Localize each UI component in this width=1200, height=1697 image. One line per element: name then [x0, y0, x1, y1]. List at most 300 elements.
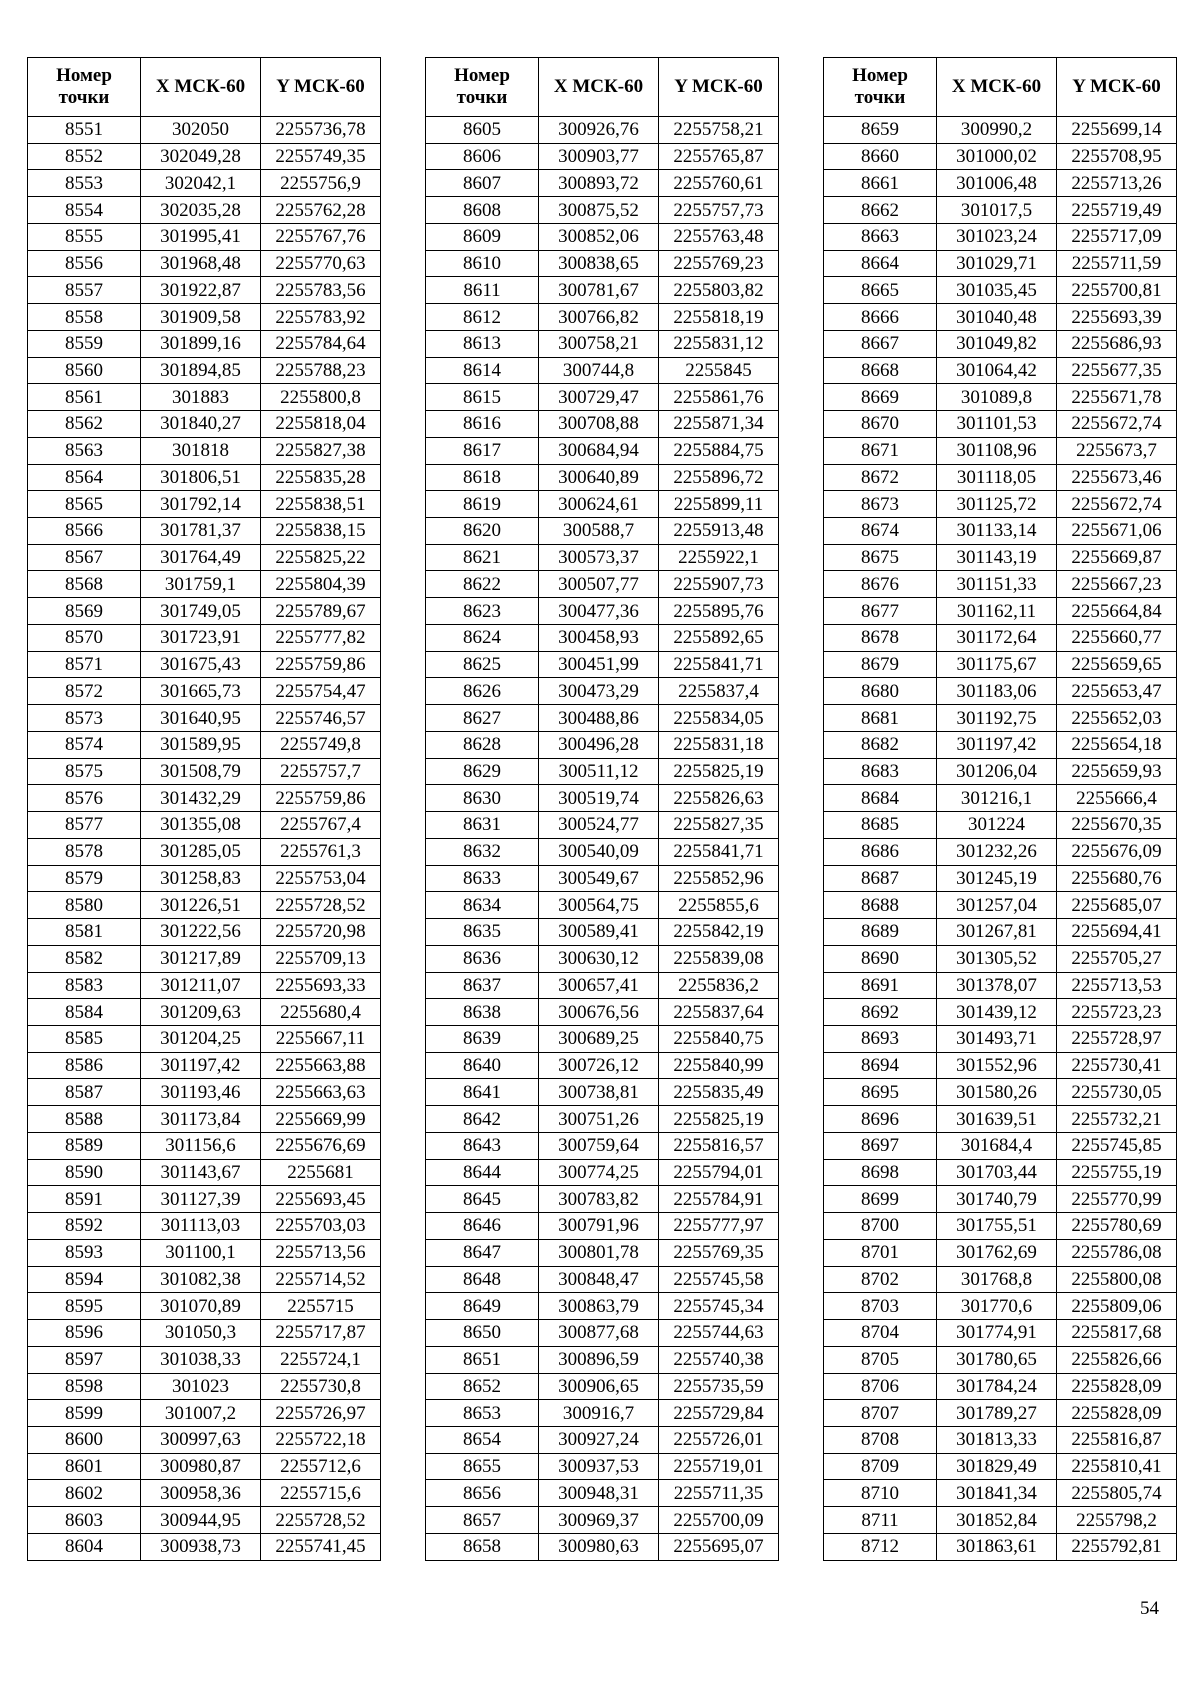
- table-row: [426, 1159, 779, 1186]
- point-number-cell: 8603: [28, 1507, 141, 1534]
- x-cell: 301173,84: [141, 1106, 261, 1133]
- point-number-cell: 8693: [824, 1025, 937, 1052]
- table-row: [824, 705, 1177, 732]
- x-cell: 301852,84: [937, 1507, 1057, 1534]
- table-row: [426, 1239, 779, 1266]
- table-row: [28, 544, 381, 571]
- y-cell: 2255762,28: [261, 197, 381, 224]
- point-number-cell: 8698: [824, 1159, 937, 1186]
- x-cell: 300893,72: [539, 170, 659, 197]
- x-cell: 301780,65: [937, 1346, 1057, 1373]
- x-cell: 301723,91: [141, 624, 261, 651]
- point-number-cell: 8562: [28, 411, 141, 438]
- x-cell: 300896,59: [539, 1346, 659, 1373]
- table-row: [28, 571, 381, 598]
- point-number-cell: 8712: [824, 1533, 937, 1560]
- y-cell: 2255826,66: [1057, 1346, 1177, 1373]
- y-cell: 2255713,53: [1057, 972, 1177, 999]
- point-number-cell: 8707: [824, 1400, 937, 1427]
- table-row: [824, 1106, 1177, 1133]
- x-cell: 301740,79: [937, 1186, 1057, 1213]
- y-cell: 2255711,35: [659, 1480, 779, 1507]
- table-row: [28, 223, 381, 250]
- y-cell: 2255713,56: [261, 1239, 381, 1266]
- table-row: [824, 731, 1177, 758]
- table-row: [426, 1480, 779, 1507]
- y-cell: 2255652,03: [1057, 705, 1177, 732]
- y-cell: 2255711,59: [1057, 250, 1177, 277]
- x-cell: 301675,43: [141, 651, 261, 678]
- x-cell: 300708,88: [539, 411, 659, 438]
- point-number-cell: 8600: [28, 1426, 141, 1453]
- table-row: [824, 1507, 1177, 1534]
- table-row: [426, 865, 779, 892]
- point-number-cell: 8701: [824, 1239, 937, 1266]
- point-number-cell: 8687: [824, 865, 937, 892]
- table-row: [824, 598, 1177, 625]
- table-row: [28, 972, 381, 999]
- table-row: [28, 999, 381, 1026]
- y-cell: 2255741,45: [261, 1533, 381, 1560]
- table-row: [28, 304, 381, 331]
- table-row: [28, 1373, 381, 1400]
- x-cell: 301493,71: [937, 1025, 1057, 1052]
- x-cell: 301222,56: [141, 919, 261, 946]
- x-cell: 301784,24: [937, 1373, 1057, 1400]
- x-cell: 300791,96: [539, 1213, 659, 1240]
- y-cell: 2255728,97: [1057, 1025, 1177, 1052]
- x-cell: 301995,41: [141, 223, 261, 250]
- table-row: [28, 865, 381, 892]
- point-number-cell: 8697: [824, 1132, 937, 1159]
- table-row: [28, 357, 381, 384]
- point-number-cell: 8569: [28, 598, 141, 625]
- table-row: [824, 544, 1177, 571]
- point-number-cell: 8677: [824, 598, 937, 625]
- point-number-cell: 8702: [824, 1266, 937, 1293]
- y-cell: 2255749,35: [261, 143, 381, 170]
- table-row: [824, 518, 1177, 545]
- point-number-cell: 8628: [426, 731, 539, 758]
- x-cell: 300549,67: [539, 865, 659, 892]
- table-row: [824, 1480, 1177, 1507]
- point-number-cell: 8612: [426, 304, 539, 331]
- x-cell: 301439,12: [937, 999, 1057, 1026]
- point-number-cell: 8653: [426, 1400, 539, 1427]
- y-cell: 2255839,08: [659, 945, 779, 972]
- point-number-cell: 8561: [28, 384, 141, 411]
- table-row: [426, 1507, 779, 1534]
- x-cell: 301759,1: [141, 571, 261, 598]
- x-cell: 301432,29: [141, 785, 261, 812]
- point-number-cell: 8577: [28, 812, 141, 839]
- table-row: [824, 1079, 1177, 1106]
- y-cell: 2255818,04: [261, 411, 381, 438]
- x-cell: 301257,04: [937, 892, 1057, 919]
- x-cell: 302050: [141, 117, 261, 144]
- point-number-cell: 8623: [426, 598, 539, 625]
- point-number-cell: 8582: [28, 945, 141, 972]
- x-cell: 301639,51: [937, 1106, 1057, 1133]
- table-row: [28, 277, 381, 304]
- point-number-cell: 8695: [824, 1079, 937, 1106]
- coordinates-table-1: [27, 57, 381, 1561]
- point-number-cell: 8575: [28, 758, 141, 785]
- point-number-cell: 8691: [824, 972, 937, 999]
- y-cell: 2255664,84: [1057, 598, 1177, 625]
- y-cell: 2255834,05: [659, 705, 779, 732]
- point-number-cell: 8625: [426, 651, 539, 678]
- table-row: [28, 919, 381, 946]
- point-number-cell: 8608: [426, 197, 539, 224]
- point-number-cell: 8658: [426, 1533, 539, 1560]
- x-cell: 300848,47: [539, 1266, 659, 1293]
- x-cell: 301113,03: [141, 1213, 261, 1240]
- table-row: [28, 1239, 381, 1266]
- y-cell: 2255672,74: [1057, 491, 1177, 518]
- table-row: [28, 464, 381, 491]
- y-cell: 2255845: [659, 357, 779, 384]
- point-number-cell: 8670: [824, 411, 937, 438]
- y-cell: 2255757,7: [261, 758, 381, 785]
- table-row: [824, 1346, 1177, 1373]
- x-cell: 300684,94: [539, 437, 659, 464]
- point-number-cell: 8699: [824, 1186, 937, 1213]
- y-cell: 2255669,87: [1057, 544, 1177, 571]
- point-number-cell: 8663: [824, 223, 937, 250]
- point-number-cell: 8645: [426, 1186, 539, 1213]
- y-cell: 2255672,74: [1057, 411, 1177, 438]
- point-number-cell: 8631: [426, 812, 539, 839]
- x-cell: 301883: [141, 384, 261, 411]
- table-row: [824, 1186, 1177, 1213]
- x-cell: 300801,78: [539, 1239, 659, 1266]
- x-cell: 300938,73: [141, 1533, 261, 1560]
- y-cell: 2255726,01: [659, 1426, 779, 1453]
- table-row: [426, 464, 779, 491]
- point-number-cell: 8580: [28, 892, 141, 919]
- x-cell: 301640,95: [141, 705, 261, 732]
- x-cell: 301684,4: [937, 1132, 1057, 1159]
- x-cell: 300758,21: [539, 330, 659, 357]
- x-cell: 301162,11: [937, 598, 1057, 625]
- x-cell: 300906,65: [539, 1373, 659, 1400]
- x-cell: 301781,37: [141, 518, 261, 545]
- x-cell: 300916,7: [539, 1400, 659, 1427]
- point-number-cell: 8613: [426, 330, 539, 357]
- point-number-cell: 8650: [426, 1320, 539, 1347]
- table-row: [426, 384, 779, 411]
- point-number-cell: 8651: [426, 1346, 539, 1373]
- y-cell: 2255736,78: [261, 117, 381, 144]
- table-row: [824, 892, 1177, 919]
- y-cell: 2255677,35: [1057, 357, 1177, 384]
- y-cell: 2255729,84: [659, 1400, 779, 1427]
- x-cell: 301703,44: [937, 1159, 1057, 1186]
- y-cell: 2255728,52: [261, 1507, 381, 1534]
- table-row: [28, 705, 381, 732]
- point-number-cell: 8626: [426, 678, 539, 705]
- x-cell: 300980,63: [539, 1533, 659, 1560]
- table-row: [824, 812, 1177, 839]
- table-row: [824, 972, 1177, 999]
- table-row: [28, 678, 381, 705]
- table-row: [426, 651, 779, 678]
- point-number-cell: 8675: [824, 544, 937, 571]
- point-number-cell: 8610: [426, 250, 539, 277]
- coordinates-table-3: [823, 57, 1177, 1561]
- y-cell: 2255680,76: [1057, 865, 1177, 892]
- point-number-cell: 8619: [426, 491, 539, 518]
- point-number-cell: 8557: [28, 277, 141, 304]
- point-number-cell: 8652: [426, 1373, 539, 1400]
- x-cell: 301050,3: [141, 1320, 261, 1347]
- x-cell: 301841,34: [937, 1480, 1057, 1507]
- y-cell: 2255828,09: [1057, 1373, 1177, 1400]
- table-row: [426, 678, 779, 705]
- y-cell: 2255670,35: [1057, 812, 1177, 839]
- x-cell: 301749,05: [141, 598, 261, 625]
- table-row: [28, 1346, 381, 1373]
- y-cell: 2255663,63: [261, 1079, 381, 1106]
- y-cell: 2255786,08: [1057, 1239, 1177, 1266]
- header-y: Y МСК-60: [1057, 58, 1177, 117]
- x-cell: 301175,67: [937, 651, 1057, 678]
- x-cell: 301217,89: [141, 945, 261, 972]
- x-cell: 301172,64: [937, 624, 1057, 651]
- point-number-cell: 8704: [824, 1320, 937, 1347]
- table-row: [824, 919, 1177, 946]
- y-cell: 2255895,76: [659, 598, 779, 625]
- table-row: [426, 491, 779, 518]
- table-row: [426, 1025, 779, 1052]
- point-number-cell: 8632: [426, 838, 539, 865]
- y-cell: 2255654,18: [1057, 731, 1177, 758]
- point-number-cell: 8659: [824, 117, 937, 144]
- point-number-cell: 8587: [28, 1079, 141, 1106]
- x-cell: 300511,12: [539, 758, 659, 785]
- y-cell: 2255666,4: [1057, 785, 1177, 812]
- point-number-cell: 8559: [28, 330, 141, 357]
- x-cell: 300588,7: [539, 518, 659, 545]
- x-cell: 301245,19: [937, 865, 1057, 892]
- y-cell: 2255722,18: [261, 1426, 381, 1453]
- y-cell: 2255732,21: [1057, 1106, 1177, 1133]
- table-row: [426, 117, 779, 144]
- table-row: [426, 357, 779, 384]
- x-cell: 301206,04: [937, 758, 1057, 785]
- table-row: [824, 1132, 1177, 1159]
- x-cell: 301029,71: [937, 250, 1057, 277]
- y-cell: 2255838,51: [261, 491, 381, 518]
- x-cell: 301133,14: [937, 518, 1057, 545]
- x-cell: 301127,39: [141, 1186, 261, 1213]
- table-row: [824, 277, 1177, 304]
- x-cell: 301204,25: [141, 1025, 261, 1052]
- header-point-line1: Номер: [56, 65, 112, 87]
- point-number-cell: 8656: [426, 1480, 539, 1507]
- x-cell: 301899,16: [141, 330, 261, 357]
- y-cell: 2255827,35: [659, 812, 779, 839]
- y-cell: 2255730,8: [261, 1373, 381, 1400]
- table-row: [824, 197, 1177, 224]
- point-number-cell: 8601: [28, 1453, 141, 1480]
- x-cell: 301909,58: [141, 304, 261, 331]
- y-cell: 2255699,14: [1057, 117, 1177, 144]
- x-cell: 301764,49: [141, 544, 261, 571]
- table-row: [426, 277, 779, 304]
- x-cell: 300926,76: [539, 117, 659, 144]
- table-row: [28, 1213, 381, 1240]
- x-cell: 301224: [937, 812, 1057, 839]
- y-cell: 2255899,11: [659, 491, 779, 518]
- point-number-cell: 8689: [824, 919, 937, 946]
- table-row: [28, 1400, 381, 1427]
- point-number-cell: 8681: [824, 705, 937, 732]
- point-number-cell: 8664: [824, 250, 937, 277]
- point-number-cell: 8570: [28, 624, 141, 651]
- y-cell: 2255840,75: [659, 1025, 779, 1052]
- header-x: X МСК-60: [937, 58, 1057, 117]
- header-x: X МСК-60: [141, 58, 261, 117]
- table-row: [824, 945, 1177, 972]
- table-row: [426, 731, 779, 758]
- point-number-cell: 8611: [426, 277, 539, 304]
- y-cell: 2255884,75: [659, 437, 779, 464]
- table-row: [824, 1453, 1177, 1480]
- y-cell: 2255709,13: [261, 945, 381, 972]
- y-cell: 2255715: [261, 1293, 381, 1320]
- x-cell: 300759,64: [539, 1132, 659, 1159]
- table-row: [28, 598, 381, 625]
- table-row: [28, 1159, 381, 1186]
- point-number-cell: 8700: [824, 1213, 937, 1240]
- x-cell: 300519,74: [539, 785, 659, 812]
- x-cell: 300751,26: [539, 1106, 659, 1133]
- table-row: [28, 1533, 381, 1560]
- y-cell: 2255705,27: [1057, 945, 1177, 972]
- table-row: [28, 731, 381, 758]
- table-row: [426, 705, 779, 732]
- y-cell: 2255835,49: [659, 1079, 779, 1106]
- y-cell: 2255723,23: [1057, 999, 1177, 1026]
- y-cell: 2255827,38: [261, 437, 381, 464]
- point-number-cell: 8630: [426, 785, 539, 812]
- table-row: [824, 1400, 1177, 1427]
- x-cell: 301258,83: [141, 865, 261, 892]
- y-cell: 2255792,81: [1057, 1533, 1177, 1560]
- y-cell: 2255770,63: [261, 250, 381, 277]
- y-cell: 2255805,74: [1057, 1480, 1177, 1507]
- point-number-cell: 8682: [824, 731, 937, 758]
- x-cell: 301232,26: [937, 838, 1057, 865]
- header-y: Y МСК-60: [261, 58, 381, 117]
- coordinates-table-2: [425, 57, 779, 1561]
- point-number-cell: 8593: [28, 1239, 141, 1266]
- table-header: [426, 58, 779, 117]
- point-number-cell: 8583: [28, 972, 141, 999]
- x-cell: 300744,8: [539, 357, 659, 384]
- table-row: [824, 1213, 1177, 1240]
- table-row: [28, 624, 381, 651]
- point-number-cell: 8688: [824, 892, 937, 919]
- point-number-cell: 8574: [28, 731, 141, 758]
- y-cell: 2255703,03: [261, 1213, 381, 1240]
- x-cell: 301038,33: [141, 1346, 261, 1373]
- table-row: [426, 1320, 779, 1347]
- table-row: [426, 250, 779, 277]
- table-row: [426, 892, 779, 919]
- point-number-cell: 8578: [28, 838, 141, 865]
- x-cell: 300524,77: [539, 812, 659, 839]
- y-cell: 2255745,34: [659, 1293, 779, 1320]
- table-row: [426, 972, 779, 999]
- y-cell: 2255714,52: [261, 1266, 381, 1293]
- y-cell: 2255756,9: [261, 170, 381, 197]
- point-number-cell: 8685: [824, 812, 937, 839]
- point-number-cell: 8585: [28, 1025, 141, 1052]
- x-cell: 300729,47: [539, 384, 659, 411]
- x-cell: 301197,42: [937, 731, 1057, 758]
- point-number-cell: 8641: [426, 1079, 539, 1106]
- x-cell: 301006,48: [937, 170, 1057, 197]
- x-cell: 301355,08: [141, 812, 261, 839]
- y-cell: 2255713,26: [1057, 170, 1177, 197]
- x-cell: 301007,2: [141, 1400, 261, 1427]
- y-cell: 2255667,11: [261, 1025, 381, 1052]
- table-row: [824, 838, 1177, 865]
- y-cell: 2255825,19: [659, 1106, 779, 1133]
- table-row: [28, 1106, 381, 1133]
- y-cell: 2255653,47: [1057, 678, 1177, 705]
- point-number-cell: 8672: [824, 464, 937, 491]
- table-row: [824, 678, 1177, 705]
- y-cell: 2255693,45: [261, 1186, 381, 1213]
- y-cell: 2255892,65: [659, 624, 779, 651]
- table-row: [426, 544, 779, 571]
- y-cell: 2255671,78: [1057, 384, 1177, 411]
- point-number-cell: 8554: [28, 197, 141, 224]
- y-cell: 2255788,23: [261, 357, 381, 384]
- y-cell: 2255769,35: [659, 1239, 779, 1266]
- x-cell: 300458,93: [539, 624, 659, 651]
- point-number-cell: 8655: [426, 1453, 539, 1480]
- x-cell: 300496,28: [539, 731, 659, 758]
- header-point-number: [824, 58, 937, 117]
- x-cell: 301156,6: [141, 1132, 261, 1159]
- x-cell: 300877,68: [539, 1320, 659, 1347]
- y-cell: 2255676,09: [1057, 838, 1177, 865]
- x-cell: 300958,36: [141, 1480, 261, 1507]
- point-number-cell: 8649: [426, 1293, 539, 1320]
- y-cell: 2255663,88: [261, 1052, 381, 1079]
- table-row: [426, 223, 779, 250]
- x-cell: 301017,5: [937, 197, 1057, 224]
- x-cell: 300944,95: [141, 1507, 261, 1534]
- table-row: [426, 999, 779, 1026]
- table-row: [426, 1453, 779, 1480]
- x-cell: 302049,28: [141, 143, 261, 170]
- point-number-cell: 8705: [824, 1346, 937, 1373]
- y-cell: 2255837,4: [659, 678, 779, 705]
- x-cell: 301023: [141, 1373, 261, 1400]
- x-cell: 301922,87: [141, 277, 261, 304]
- point-number-cell: 8599: [28, 1400, 141, 1427]
- point-number-cell: 8572: [28, 678, 141, 705]
- table-row: [426, 1400, 779, 1427]
- point-number-cell: 8634: [426, 892, 539, 919]
- table-row: [28, 1186, 381, 1213]
